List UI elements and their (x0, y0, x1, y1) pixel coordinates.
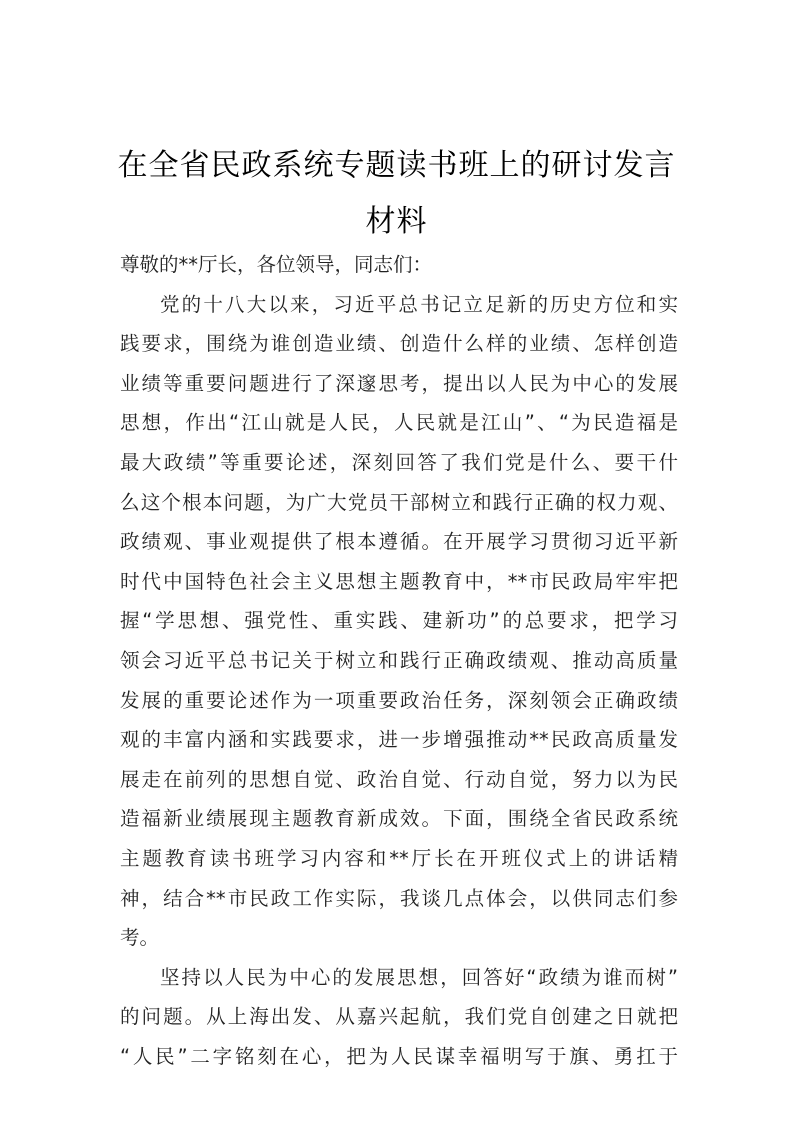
paragraph-line: “人民”二字铭刻在心，把为人民谋幸福明写于旗、勇扛于 (120, 1044, 678, 1068)
paragraph-line: 主题教育读书班学习内容和**厅长在开班仪式上的讲话精 (120, 846, 678, 870)
greeting: 尊敬的**厅长，各位领导，同志们： (120, 253, 433, 276)
paragraph-line: 思想，作出“江山就是人民，人民就是江山”、“为民造福是 (120, 411, 678, 435)
paragraph (120, 964, 678, 1083)
paragraph (120, 291, 678, 964)
document-body (120, 251, 678, 1082)
paragraph-line: 么这个根本问题，为广大党员干部树立和践行正确的权力观、 (120, 490, 678, 514)
paragraph-line: 考。 (120, 926, 160, 950)
document-title-line-1: 在全省民政系统专题读书班上的研讨发言 (117, 148, 676, 183)
paragraph-line: 业绩等重要问题进行了深邃思考，提出以人民为中心的发展 (120, 371, 678, 395)
paragraph-line: 观的丰富内涵和实践要求，进一步增强推动**民政高质量发 (120, 728, 678, 752)
paragraph-line: 践要求，围绕为谁创造业绩、创造什么样的业绩、怎样创造 (120, 332, 678, 356)
document-title-line-2: 材料 (365, 204, 428, 239)
paragraph-line: 时代中国特色社会主义思想主题教育中，**市民政局牢牢把 (120, 569, 678, 593)
paragraph-line: 展走在前列的思想自觉、政治自觉、行动自觉，努力以为民 (120, 767, 678, 791)
paragraph-line: 造福新业绩展现主题教育新成效。下面，围绕全省民政系统 (120, 807, 678, 831)
paragraph-line: 最大政绩”等重要论述，深刻回答了我们党是什么、要干什 (120, 450, 678, 474)
paragraph-line: 神，结合**市民政工作实际，我谈几点体会，以供同志们参 (120, 886, 678, 910)
paragraphs (120, 291, 678, 1083)
paragraph-line: 党的十八大以来，习近平总书记立足新的历史方位和实 (160, 292, 678, 316)
paragraph-line: 发展的重要论述作为一项重要政治任务，深刻领会正确政绩 (120, 688, 678, 712)
paragraph-line: 政绩观、事业观提供了根本遵循。在开展学习贯彻习近平新 (120, 530, 678, 554)
paragraph-line: 握“学思想、强党性、重实践、建新功”的总要求，把学习 (120, 609, 678, 633)
paragraph-line: 领会习近平总书记关于树立和践行正确政绩观、推动高质量 (120, 648, 678, 672)
paragraph-line: 坚持以人民为中心的发展思想，回答好“政绩为谁而树” (160, 965, 678, 989)
paragraph-line: 的问题。从上海出发、从嘉兴起航，我们党自创建之日就把 (120, 1005, 678, 1029)
